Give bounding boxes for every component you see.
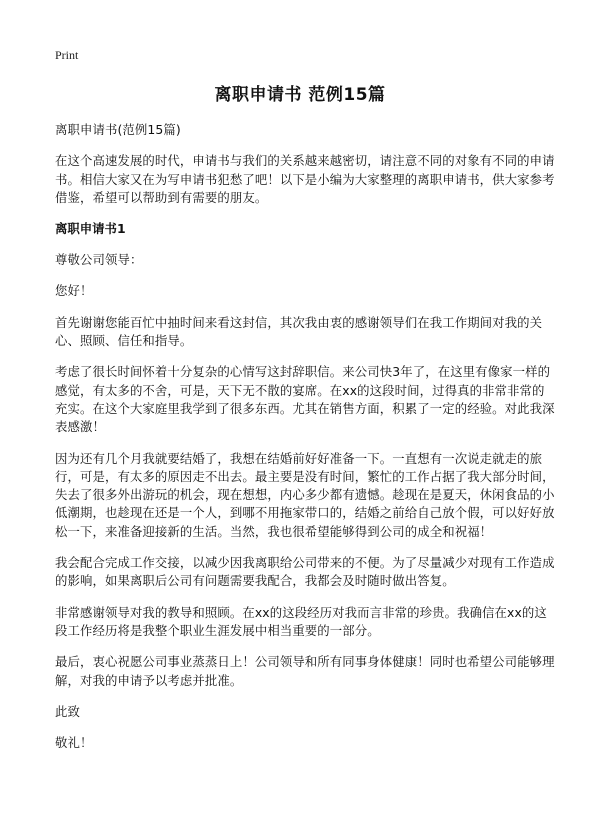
body-paragraph: 我会配合完成工作交接，以减少因我离职给公司带来的不便。为了尽量减少对现有工作造成的影响，如果离职后公司有问题需要我配合，我都会及时随时做出答复。: [55, 555, 555, 589]
body-paragraph: 首先谢谢您能百忙中抽时间来看这封信，其次我由衷的感谢领导们在我工作期间对我的关心、照顾、信任和指导。: [55, 314, 543, 349]
body-paragraph: 考虑了很长时间怀着十分复杂的心情写这封辞职信。来公司快3年了，在这里有像家一样的感觉，有太多的不舍，可是，天下无不散的宴席。在xx的这段时间，过得真的非常非常的充实。在这个大家庭里我学到了很多东西。尤其在销售方面，积累了一定的经验。对此我深表感激！: [55, 364, 555, 435]
body-paragraph: 因为还有几个月我就要结婚了，我想在结婚前好好准备一下。一直想有一次说走就走的旅行，可是，有太多的原因走不出去。最主要是没有时间，繁忙的工作占据了我大部分时间，失去了很多外出游玩的机会，现在想想，内心多少都有遗憾。趁现在是夏天，休闲食品的小低潮期，也趁现在还是一个人，到哪不用拖家带口的，结婚之前给自己放个假，可以好好放松一下，来准备迎接新的生活。当然，我也很希望能够得到公司的成全和祝福！: [55, 450, 555, 539]
salutation: 尊敬公司领导：: [55, 252, 143, 268]
page-title: 离职申请书 范例15篇: [214, 85, 386, 105]
section-heading: 离职申请书1: [55, 221, 126, 237]
body-paragraph: 最后，衷心祝愿公司事业蒸蒸日上！公司领导和所有同事身体健康！同时也希望公司能够理解，对我的申请予以考虑并批准。: [55, 654, 555, 688]
document-subtitle: 离职申请书(范例15篇): [55, 122, 181, 137]
document-body: [55, 121, 555, 765]
closing-salute: 敬礼！: [55, 735, 93, 751]
print-link[interactable]: Print: [55, 48, 79, 62]
intro-paragraph: 在这个高速发展的时代，申请书与我们的关系越来越密切，请注意不同的对象有不同的申请书。相信大家又在为写申请书犯愁了吧！以下是小编为大家整理的离职申请书，供大家参考借鉴，希望可以帮助到有需要的朋友。: [55, 153, 555, 205]
body-paragraph: 非常感谢领导对我的教导和照顾。在xx的这段经历对我而言非常的珍贵。我确信在xx的这段工作经历将是我整个职业生涯发展中相当重要的一部分。: [55, 604, 547, 638]
closing-line: 此致: [55, 703, 80, 719]
greeting: 您好！: [55, 283, 93, 299]
